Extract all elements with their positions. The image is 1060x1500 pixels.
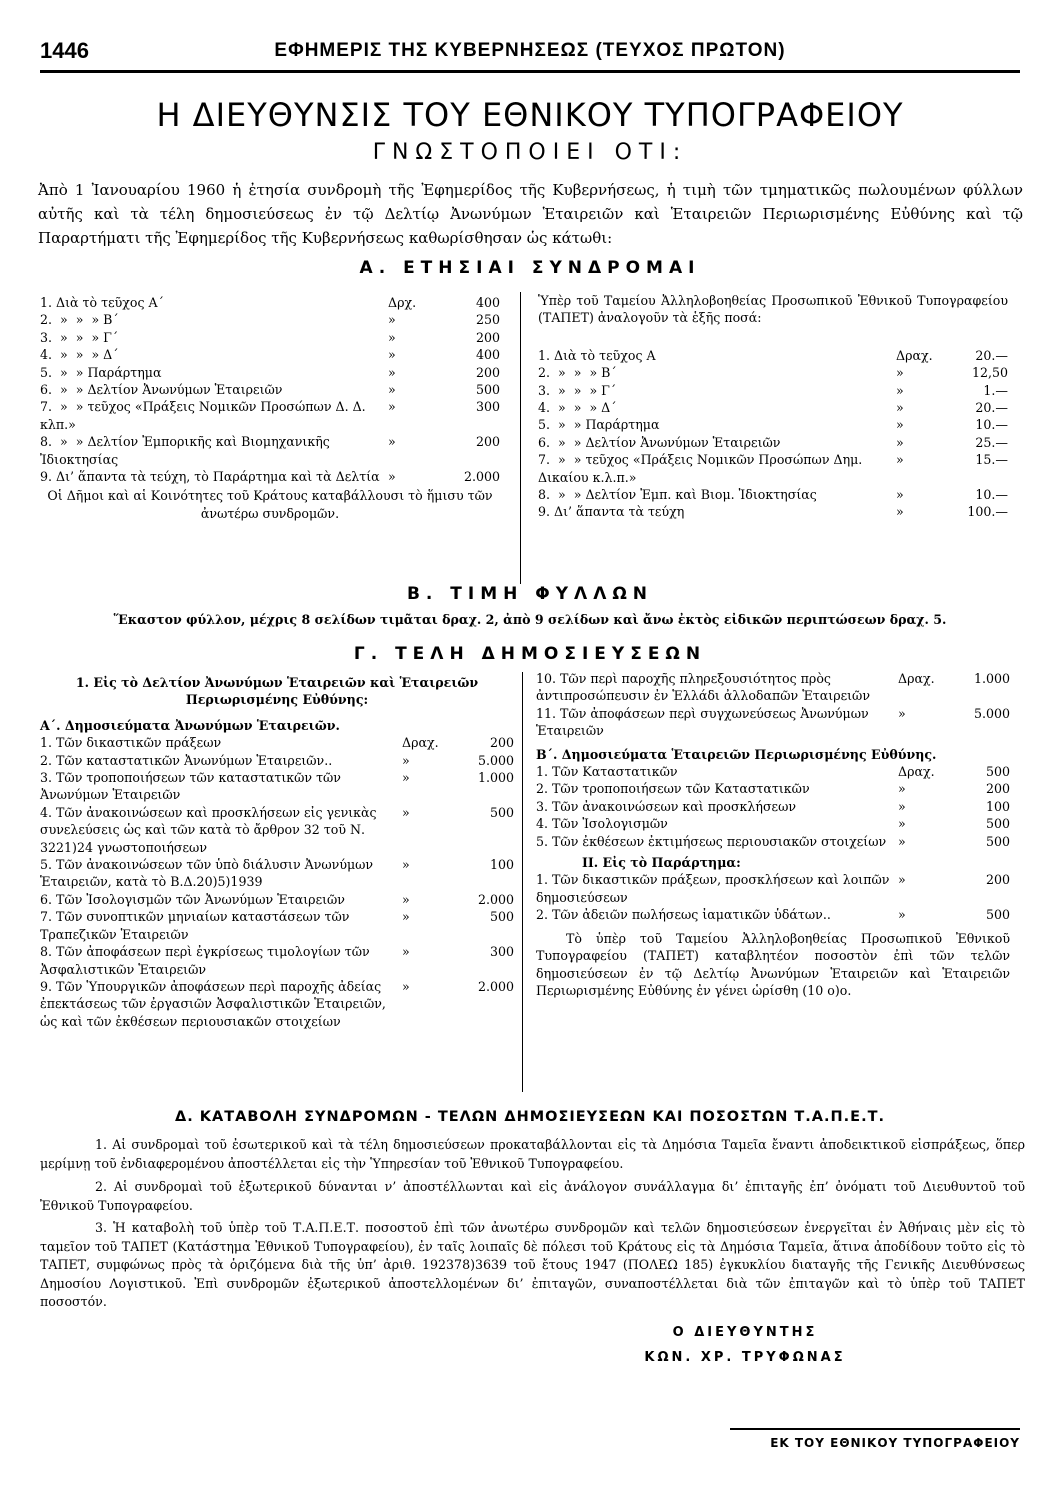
tapet-share-row-value: 20.— [975,347,1008,363]
sa-fee-row-currency: » [402,944,410,960]
tapet-percentage-note: Τὸ ὑπὲρ τοῦ Ταμείου Ἀλληλοβοηθείας Προσωπικοῦ Ἐθνικοῦ Τυπογραφείου (ΤΑΠΕΤ) καταβλητέον ποσοστὸν ἐπὶ τῶν τελῶν δημοσιεύσεων ἐν τῷ Δελτίῳ Ἀνωνύμων Ἑταιρειῶν καὶ Ἑταιρειῶν Περιωρισμένης Εὐθύνης ἐν γένει ὡρίσθη (10 ο)ο. [536,930,1010,998]
epe-fee-row-text: 5. Τῶν ἐκθέσεων ἐκτιμήσεως περιουσιακῶν στοιχείων [536,833,887,849]
sa-fee-row-value: 100 [489,857,514,873]
subscription-row-value: 250 [475,312,500,328]
subscription-row-text: 8. » » Δελτίον Ἐμπορικῆς καὶ Βιομηχανικῆς Ἰδιοκτησίας [40,434,334,467]
subscription-row-currency: » [388,469,396,485]
sa-fee-row [40,856,514,891]
tapet-share-row [538,486,1008,503]
payment-paragraph-2: 2. Αἱ συνδρομαὶ τοῦ ἐξωτερικοῦ δύνανται ν’ ἀποστέλλωνται καὶ εἰς ἀνάλογον συνάλλαγμα δι’ ἐπιταγῆς ἐπ’ ὀνόματι τοῦ Διευθυντοῦ τοῦ Ἐθνικοῦ Τυπογραφείου. [40,1179,1025,1213]
sa-fee-row-value: 200 [489,735,514,751]
subscription-row [40,346,500,363]
appendix-fee-row [536,906,1010,923]
subscription-row-value: 200 [475,329,500,345]
signature-name: ΚΩΝ. ΧΡ. ΤΡΥΦΩΝΑΣ [644,1350,846,1365]
subscription-row-value: 2.000 [463,469,500,485]
epe-fee-row-text: 4. Τῶν Ἰσολογισμῶν [536,816,668,832]
sa-fee-row [536,670,1010,705]
subscription-row [40,468,500,485]
appendix-fee-row-currency: » [898,872,906,888]
sa-fee-row-text: 6. Τῶν Ἰσολογισμῶν τῶν Ἀνωνύμων Ἑταιρειῶν [40,891,345,907]
sa-fee-row-text: 7. Τῶν συνοπτικῶν μηνιαίων καταστάσεων τῶν Τραπεζικῶν Ἑταιρειῶν [40,909,354,942]
tapet-share-row [538,382,1008,399]
appendix-fee-row-text: 1. Τῶν δικαστικῶν πράξεων, προσκλήσεων καὶ λοιπῶν δημοσιεύσεων [536,872,894,905]
tapet-share-row-text: 7. » » τεῦχος «Πράξεις Νομικῶν Προσώπων Δημ. Δικαίου κ.λ.π.» [538,452,867,485]
tapet-share-row-currency: » [896,400,904,416]
bulletin-heading: 1. Εἰς τὸ Δελτίον Ἀνωνύμων Ἑταιρειῶν καὶ Ἑταιρειῶν Περιωρισμένης Εὐθύνης: [75,675,479,708]
subscription-row [40,364,500,381]
sa-fee-row [536,705,1010,740]
epe-fee-row [536,833,1010,850]
sa-fee-row [40,769,514,804]
sa-fee-row-currency: » [402,770,410,786]
sa-fee-row-value: 1.000 [477,770,514,786]
sa-heading: Α΄. Δημοσιεύματα Ἀνωνύμων Ἑταιρειῶν. [40,717,340,733]
subscription-row [40,398,500,433]
tapet-share-row [538,364,1008,381]
tapet-share-row [538,503,1008,520]
page-subtitle: ΓΝΩΣΤΟΠΟΙΕΙ ΟΤΙ: [372,140,688,165]
epe-fee-row-value: 200 [985,781,1010,797]
appendix-fee-row-value: 500 [985,907,1010,923]
epe-fee-row-currency: » [898,798,906,814]
tapet-share-row-value: 10.— [975,487,1008,503]
section-d-title: Δ. ΚΑΤΑΒΟΛΗ ΣΥΝΔΡΟΜΩΝ - ΤΕΛΩΝ ΔΗΜΟΣΙΕΥΣΕΩΝ ΚΑΙ ΠΟΣΟΣΤΩΝ Τ.Α.Π.Ε.Τ. [174,1109,885,1125]
municipal-discount-note: Οἱ Δῆμοι καὶ αἱ Κοινότητες τοῦ Κράτους καταβάλλουσι τὸ ἥμισυ τῶν ἀνωτέρω συνδρομῶν. [47,488,493,521]
sa-fee-row-value: 2.000 [477,978,514,994]
subscription-row-text: 7. » » τεῦχος «Πράξεις Νομικῶν Προσώπων Δ. Δ. κλπ.» [40,399,370,432]
sa-fee-row-currency: » [898,705,906,721]
running-head: ΕΦΗΜΕΡΙΣ ΤΗΣ ΚΥΒΕΡΝΗΣΕΩΣ (ΤΕΥΧΟΣ ΠΡΩΤΟΝ) [274,40,786,61]
tapet-share-row [538,347,1008,364]
subscription-row-value: 200 [475,364,500,380]
sa-fee-row-currency: » [402,891,410,907]
subscription-row-currency: » [388,347,396,363]
sa-fee-row-text: 10. Τῶν περὶ παροχῆς πληρεξουσιότητος πρὸς ἀντιπροσώπευσιν ἐν Ἑλλάδι ἀλλοδαπῶν Ἑταιρειῶν [536,671,870,704]
tapet-share-row-value: 1.— [983,382,1008,398]
tapet-share-row-currency: » [896,434,904,450]
tapet-share-row-text: 2. » » » Β΄ [538,365,617,381]
section-c-divider [522,672,523,1092]
section-c-right [536,670,1010,999]
section-a-divider [520,292,521,584]
subscription-row-value: 300 [475,399,500,415]
sa-fee-row-currency: » [402,752,410,768]
epe-fee-row [536,815,1010,832]
page-header [40,38,1020,68]
sa-fee-row-value: 1.000 [973,671,1010,686]
payment-paragraph-1: 1. Αἱ συνδρομαὶ τοῦ ἐσωτερικοῦ καὶ τὰ τέλη δημοσιεύσεων προκαταβάλλονται εἰς τὰ Δημόσια Ταμεῖα ἔναντι ἀποδεικτικοῦ εἰσπράξεως, ὅπερ μερίμνῃ τοῦ ἐνδιαφερομένου ἀποστέλλεται εἰς τὴν Ὑπηρεσίαν τοῦ Ἐθνικοῦ Τυπογραφείου. [40,1137,1025,1171]
epe-fee-row-currency: » [898,833,906,849]
header-rule [40,70,1020,73]
tapet-share-row-currency: » [896,504,904,520]
epe-fee-row-currency: » [898,816,906,832]
sa-fee-row-text: 4. Τῶν ἀνακοινώσεων καὶ προσκλήσεων εἰς γενικὰς συνελεύσεις ὡς καὶ τῶν κατὰ τὸ ἄρθρον 32 τοῦ Ν. 3221)24 γνωστοποιήσεων [40,804,381,855]
sa-fee-row-currency: » [402,804,410,820]
sa-fee-row [40,734,514,751]
sa-fee-row-value: 5.000 [973,705,1010,721]
section-c-left [40,672,514,1030]
sa-fee-row-currency: » [402,857,410,873]
sa-fee-row [40,978,514,1030]
sa-fee-row-text: 11. Τῶν ἀποφάσεων περὶ συγχωνεύσεως Ἀνωνύμων Ἑταιρειῶν [536,705,873,739]
sheet-price-text: Ἕκαστον φύλλον, μέχρις 8 σελίδων τιμᾶται δραχ. 2, ἀπὸ 9 σελίδων καὶ ἄνω ἐκτὸς εἰδικῶν περιπτώσεων δραχ. 5. [113,612,947,627]
epe-fee-row-text: 1. Τῶν Καταστατικῶν [536,764,678,780]
subscription-row-text: 1. Διὰ τὸ τεῦχος Α΄ [40,295,164,310]
appendix-fee-row-currency: » [898,907,906,923]
printer-imprint: ΕΚ ΤΟΥ ΕΘΝΙΚΟΥ ΤΥΠΟΓΡΑΦΕΙΟΥ [770,1436,1020,1450]
subscription-row-value: 500 [475,382,500,398]
signature-role: Ο ΔΙΕΥΘΥΝΤΗΣ [672,1325,818,1340]
sa-fee-row-currency: » [402,978,410,994]
tapet-share-row-currency: » [896,487,904,503]
section-b-title: Β. ΤΙΜΗ ΦΥΛΛΩΝ [406,584,654,604]
epe-fee-row-text: 3. Τῶν ἀνακοινώσεων καὶ προσκλήσεων [536,798,796,814]
sa-fee-row-currency: » [402,909,410,925]
epe-fee-row-value: 500 [985,764,1010,780]
sa-fee-row-text: 1. Τῶν δικαστικῶν πράξεων [40,735,222,751]
payment-paragraph-3: 3. Ἡ καταβολὴ τοῦ ὑπὲρ τοῦ Τ.Α.Π.Ε.Τ. ποσοστοῦ ἐπὶ τῶν ἀνωτέρω συνδρομῶν καὶ τελῶν δημοσιεύσεων ἐνεργεῖται ἐν Ἀθήναις μὲν εἰς τὸ ταμεῖον τοῦ ΤΑΠΕΤ (Κατάστημα Ἐθνικοῦ Τυπογραφείου), ἐν ταῖς λοιπαῖς δὲ πόλεσι τοῦ Κράτους εἰς τὰ Δημόσια Ταμεῖα, ἅτινα ἀποδίδουν τοῦτο εἰς τὸ ΤΑΠΕΤ, συμφώνως πρὸς τὰ ὁριζόμενα διὰ τῆς ὑπ’ ἀριθ. 192378)3639 τοῦ ἔτους 1947 (ΠΟΛΕΩ 185) ἐγκυκλίου διαταγῆς τῆς Γενικῆς Διευθύνσεως Δημοσίου Λογιστικοῦ. Ἐπὶ συνδρομῶν ἐξωτερικοῦ ἀποστελλομένων δι’ ἐπιταγῶν, συναποστέλλεται διὰ τῶν ἐπιταγῶν καὶ τὸ ὑπὲρ τοῦ ΤΑΠΕΤ ποσοστόν. [40,1220,1025,1309]
appendix-fee-row [536,871,1010,906]
tapet-share-row [538,434,1008,451]
subscription-row-currency: » [388,329,396,345]
sa-fee-row-text: 9. Τῶν Ὑπουργικῶν ἀποφάσεων περὶ παροχῆς ἀδείας ἐπεκτάσεως τῶν ἐργασιῶν Ἀσφαλιστικῶν Ἑταιρειῶν, ὡς καὶ τῶν ἐκθέσεων περιουσιακῶν στοιχείων [40,978,390,1029]
subscription-row [40,329,500,346]
sa-fee-row [40,891,514,908]
appendix-heading: ΙΙ. Εἰς τὸ Παράρτημα: [582,855,741,871]
page-number: 1446 [40,38,89,63]
sa-fee-row [40,804,514,856]
footer-rule [730,1428,1020,1430]
subscription-row-text: 6. » » Δελτίον Ἀνωνύμων Ἑταιρειῶν [40,382,283,398]
tapet-share-row-value: 15.— [975,452,1008,468]
subscription-row-currency: » [388,364,396,380]
tapet-share-row-value: 10.— [975,417,1008,433]
sa-fee-row-text: 5. Τῶν ἀνακοινώσεων τῶν ὑπὸ διάλυσιν Ἀνωνύμων Ἑταιρειῶν, κατὰ τὸ Β.Δ.20)5)1939 [40,857,378,890]
sa-fee-row-text: 8. Τῶν ἀποφάσεων περὶ ἐγκρίσεως τιμολογίων τῶν Ἀσφαλιστικῶν Ἑταιρειῶν [40,944,374,977]
sa-fee-row-value: 5.000 [477,752,514,768]
subscription-row-text: 2. » » » Β΄ [40,312,119,328]
subscription-row [40,433,500,468]
sa-fee-row-text: 3. Τῶν τροποποιήσεων τῶν καταστατικῶν τῶν Ἀνωνύμων Ἑταιρειῶν [40,770,345,803]
tapet-share-row-currency: » [896,417,904,433]
tapet-share-row-text: 6. » » Δελτίον Ἀνωνύμων Ἑταιρειῶν [538,434,781,450]
tapet-share-row [538,416,1008,433]
sa-fee-row [40,943,514,978]
tapet-share-row-currency: » [896,452,904,468]
sa-fee-row-currency: Δραχ. [402,735,439,751]
sa-fee-row-currency: Δραχ. [898,671,935,686]
epe-heading: Β΄. Δημοσιεύματα Ἑταιρειῶν Περιωρισμένης Εὐθύνης. [536,746,937,762]
subscription-row [40,381,500,398]
sa-fee-row [40,752,514,769]
subscription-row-currency: » [388,399,396,415]
subscription-row-currency: » [388,434,396,450]
subscription-row-currency: Δρχ. [388,295,417,310]
tapet-share-row-value: 20.— [975,400,1008,416]
subscription-row-value: 200 [475,434,500,450]
epe-fee-row-currency: Δραχ. [898,764,935,780]
tapet-share-row-text: 1. Διὰ τὸ τεῦχος Α [538,347,656,363]
intro-paragraph: Ἀπὸ 1 Ἰανουαρίου 1960 ἡ ἐτησία συνδρομὴ τῆς Ἐφημερίδος τῆς Κυβερνήσεως, ἡ τιμὴ τῶν τμηματικῶς πωλουμένων φύλλων αὐτῆς καὶ τὰ τέλη δημοσιεύσεως ἐν τῷ Δελτίῳ Ἀνωνύμων Ἑταιρειῶν καὶ Ἑταιρειῶν Περιωρισμένης Εὐθύνης καὶ τῷ Παραρτήματι τῆς Ἐφημερίδος τῆς Κυβερνήσεως καθωρίσθησαν ὡς κάτωθι: [38,181,1023,247]
subscription-row-currency: » [388,382,396,398]
tapet-share-row-currency: » [896,382,904,398]
subscription-row [40,294,500,311]
sa-fee-row-value: 300 [489,944,514,960]
subscription-row-currency: » [388,312,396,328]
section-c-title: Γ. ΤΕΛΗ ΔΗΜΟΣΙΕΥΣΕΩΝ [353,644,707,664]
subscription-row-text: 3. » » » Γ΄ [40,329,119,345]
subscription-row-value: 400 [475,347,500,363]
tapet-share-row-value: 12,50 [971,365,1008,381]
epe-fee-row [536,798,1010,815]
appendix-fee-row-text: 2. Τῶν ἀδειῶν πωλήσεως ἰαματικῶν ὑδάτων.. [536,907,831,923]
tapet-share-row-value: 100.— [967,504,1008,520]
section-a-left [40,294,500,522]
sa-fee-row [40,908,514,943]
section-a-title: Α. ΕΤΗΣΙΑΙ ΣΥΝΔΡΟΜΑΙ [359,258,701,278]
sa-fee-row-value: 2.000 [477,891,514,907]
page-title: Η ΔΙΕΥΘΥΝΣΙΣ ΤΟΥ ΕΘΝΙΚΟΥ ΤΥΠΟΓΡΑΦΕΙΟΥ [156,96,904,134]
tapet-share-row-currency: Δραχ. [896,347,933,363]
tapet-share-row-text: 9. Δι’ ἅπαντα τὰ τεύχη [538,504,685,520]
epe-fee-row-value: 100 [985,798,1010,814]
epe-fee-row-text: 2. Τῶν τροποποιήσεων τῶν Καταστατικῶν [536,781,810,797]
epe-fee-row-value: 500 [985,816,1010,832]
subscription-row-value: 400 [475,295,500,310]
epe-fee-row [536,780,1010,797]
epe-fee-row-currency: » [898,781,906,797]
subscription-row-text: 9. Δι’ ἅπαντα τὰ τεύχη, τὸ Παράρτημα καὶ τὰ Δελτία [40,469,380,485]
tapet-share-row-text: 5. » » Παράρτημα [538,417,660,433]
subscription-row-text: 5. » » Παράρτημα [40,364,162,380]
subscription-row-text: 4. » » » Δ΄ [40,347,119,363]
tapet-share-row-currency: » [896,365,904,381]
tapet-share-row [538,399,1008,416]
epe-fee-row [536,763,1010,780]
sa-fee-row-text: 2. Τῶν καταστατικῶν Ἀνωνύμων Ἑταιρειῶν.. [40,752,333,768]
tapet-share-row-value: 25.— [975,434,1008,450]
sa-fee-row-value: 500 [489,909,514,925]
section-a-right [538,292,1008,521]
tapet-share-row-text: 4. » » » Δ΄ [538,400,617,416]
epe-fee-row-value: 500 [985,833,1010,849]
tapet-share-row-text: 8. » » Δελτίον Ἐμπ. καὶ Βιομ. Ἰδιοκτησίας [538,487,817,503]
tapet-share-row [538,451,1008,486]
sa-fee-row-value: 500 [489,804,514,820]
subscription-row [40,311,500,328]
tapet-intro: Ὑπὲρ τοῦ Ταμείου Ἀλληλοβοηθείας Προσωπικοῦ Ἐθνικοῦ Τυπογραφείου (ΤΑΠΕΤ) ἀναλογοῦν τὰ ἑξῆς ποσά: [538,293,1008,326]
tapet-share-row-text: 3. » » » Γ΄ [538,382,617,398]
appendix-fee-row-value: 200 [985,872,1010,888]
